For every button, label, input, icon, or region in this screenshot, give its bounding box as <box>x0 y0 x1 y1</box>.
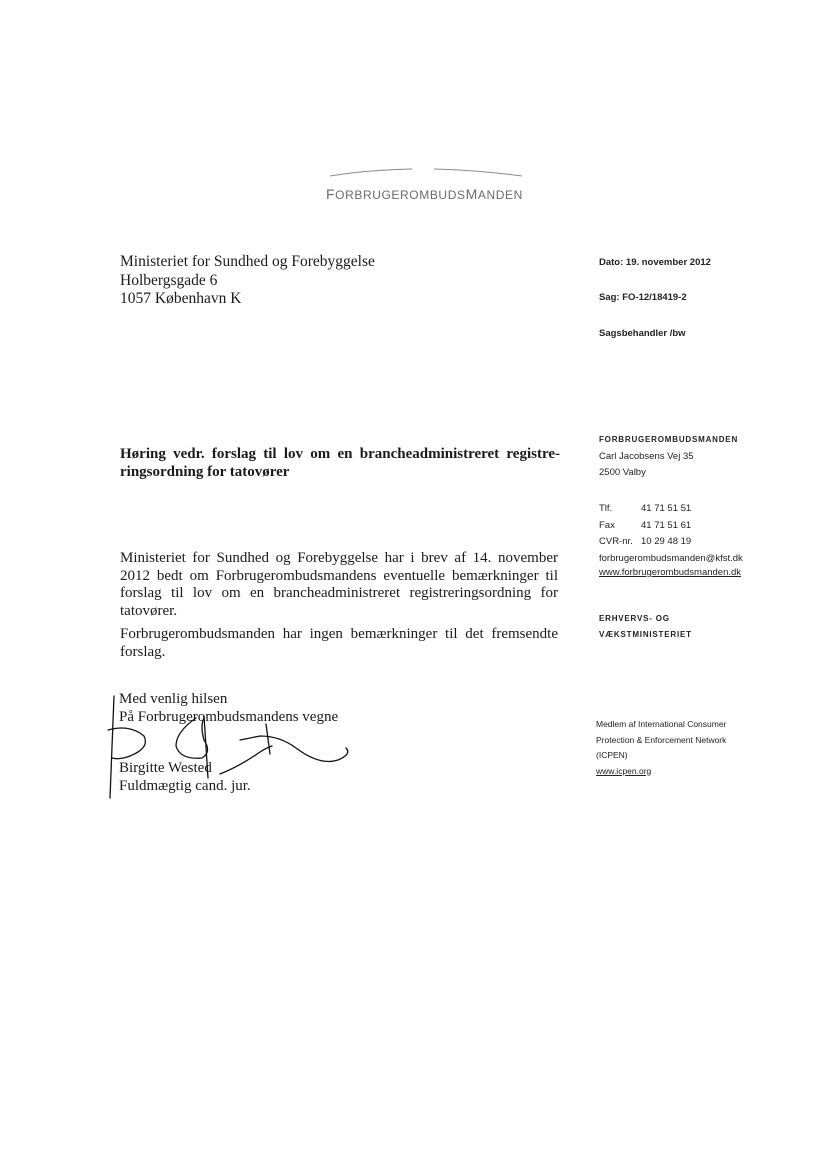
letter-subject: Høring vedr. forslag til lov om en brancheadministreret registre-ringsordning for tatovører <box>120 446 560 480</box>
logo-decorative-lines <box>326 166 526 180</box>
website-link[interactable]: www.forbrugerombudsmanden.dk <box>599 567 742 578</box>
logo-wordmark: FORBRUGEROMBUDSMANDEN <box>326 186 523 202</box>
icpen-block: Medlem af International Consumer Protection & Enforcement Network (ICPEN) www.icpen.org <box>596 717 726 779</box>
recipient-city: 1057 København K <box>120 290 242 307</box>
email-link[interactable]: forbrugerombudsmanden@kfst.dk <box>599 552 743 564</box>
fax-row: Fax 41 71 51 61 <box>599 518 743 535</box>
closing-greeting: Med venlig hilsen <box>119 691 228 707</box>
contact-block <box>599 501 743 578</box>
letter-date: Dato: 19. november 2012 <box>599 257 711 268</box>
signatory-name: Birgitte Wested <box>119 760 212 776</box>
body-paragraph-1: Ministeriet for Sundhed og Forebyggelse har i brev af 14. november 2012 bedt om Forbrugerombudsmandens eventuelle bemærkninger til forslag til lov om en brancheadministreret registreringsordning for tatovører. <box>120 550 558 619</box>
case-handler: Sagsbehandler /bw <box>599 328 686 339</box>
sender-org: FORBRUGEROMBUDSMANDEN <box>599 435 739 444</box>
ministry-block: ERHVERVS- OG VÆKSTMINISTERIET <box>599 614 692 639</box>
cvr-row: CVR-nr. 10 29 48 19 <box>599 534 743 551</box>
recipient-name: Ministeriet for Sundhed og Forebyggelse <box>120 253 375 270</box>
sender-street: Carl Jacobsens Vej 35 <box>599 450 694 462</box>
icpen-link[interactable]: www.icpen.org <box>596 765 652 776</box>
case-number: Sag: FO-12/18419-2 <box>599 292 687 303</box>
phone-row: Tlf. 41 71 51 51 <box>599 501 743 518</box>
sender-city: 2500 Valby <box>599 467 646 478</box>
signatory-title: Fuldmægtig cand. jur. <box>119 777 251 794</box>
recipient-address <box>120 253 375 309</box>
cvr-number: 10 29 48 19 <box>641 536 692 547</box>
fax-number: 41 71 51 61 <box>641 519 692 531</box>
recipient-street: Holbergsgade 6 <box>120 271 218 289</box>
phone-number: 41 71 51 51 <box>641 503 692 514</box>
body-paragraph-2: Forbrugerombudsmanden har ingen bemærkninger til det fremsendte forslag. <box>120 626 558 660</box>
handwritten-signature <box>100 690 360 800</box>
closing-on-behalf: På Forbrugerombudsmandens vegne <box>119 708 339 725</box>
sender-block <box>599 432 738 482</box>
